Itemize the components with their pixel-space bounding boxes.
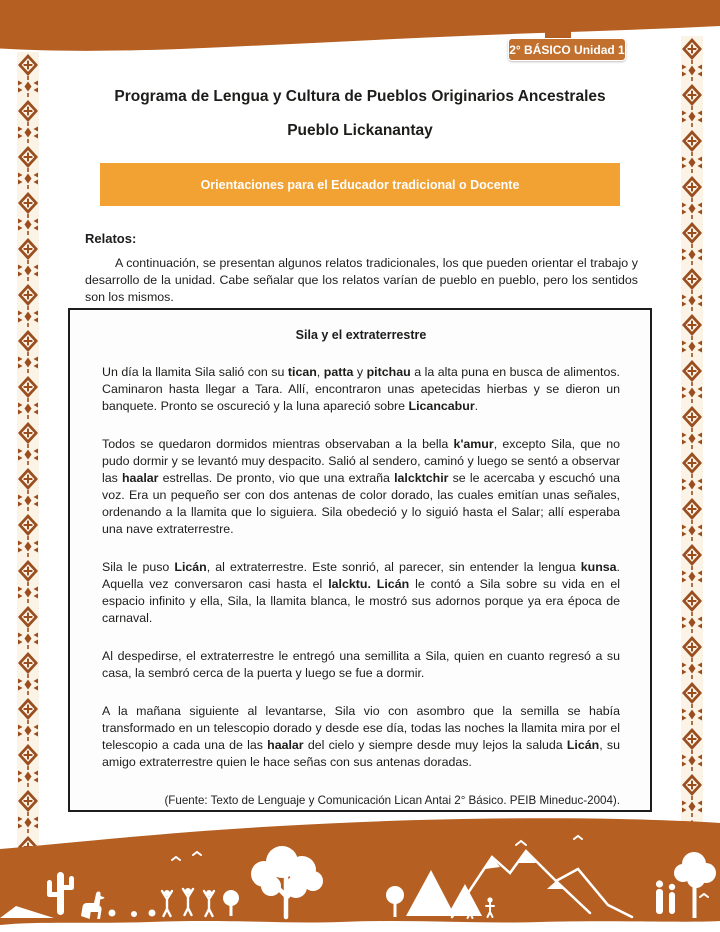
intro-paragraph: A continuación, se presentan algunos relatos tradicionales, los que pueden orientar el trabajo y desarrollo de la unidad. Cabe señalar que los relatos varían de pueblo en pueblo, pero los sentidos son los mismos. [85, 256, 638, 304]
textile-border-right [681, 36, 703, 822]
story-paragraph: Al despedirse, el extraterrestre le entregó una semillita a Sila, quien en cuanto regresó a su casa, la sembró cerca de la puerta y luego se fue a dormir. [102, 649, 620, 680]
orientation-banner [100, 163, 620, 206]
unit-badge-label: 2° BÁSICO Unidad 1 [509, 42, 625, 57]
story-paragraph: A la mañana siguiente al levantarse, Sila vio con asombro que la semilla se había transformado en un telescopio dorado y desde ese día, todas las noches la llamita mira por el telescopio a cada una de las haalar del cielo y siempre desde muy lejos la saluda Licán, su amigo extraterrestre quien le hace señas con sus antenas doradas. [102, 704, 620, 769]
story-box [68, 308, 652, 812]
orientation-banner-label: Orientaciones para el Educador tradicional o Docente [200, 177, 520, 192]
story-paragraph: Todos se quedaron dormidos mientras observaban a la bella k'amur, excepto Sila, que no pudo dormir y se levantó muy despacito. Salió al sendero, caminó y luego se sentó a observar las haalar estrellas. De pronto, vio que una extraña lalcktchir se le acercaba y escuchó una voz. Era un pequeño ser con dos antenas de color dorado, las cuales emitían unas señales, ordenando a la llamita que lo siguiera. Sila obedeció y lo siguió hasta el Salar; allí esperaba una nave extraterrestre. [102, 437, 621, 536]
relatos-heading: Relatos: [85, 231, 137, 246]
story-paragraph: Un día la llamita Sila salió con su tican, patta y pitchau a la alta puna en busca de alimentos. Caminaron hasta llegar a Tara. Allí, encontraron unas apetecidas hierbas y se dieron un banquete. Pronto se oscureció y la luna apareció sobre Licancabur. [102, 365, 620, 413]
page-title: Programa de Lengua y Cultura de Pueblos Originarios Ancestrales [114, 88, 606, 105]
textile-border-left [17, 52, 39, 848]
story-paragraph: Sila le puso Licán, al extraterrestre. Este sonrió, al parecer, sin entender la lengua kunsa. Aquella vez conversaron casi hasta el lalcktu. Licán le contó a Sila sobre su vida en el espacio infinito y ella, Sila, la llamita blanca, le mostró sus adornos porque ya era época de carnaval. [102, 560, 620, 625]
story-title: Sila y el extraterrestre [295, 328, 427, 342]
unit-badge [508, 38, 626, 61]
bottom-landscape [0, 812, 720, 932]
story-source: (Fuente: Texto de Lenguaje y Comunicación Lican Antai 2° Básico. PEIB Mineduc-2004). [164, 794, 620, 807]
page-subtitle: Pueblo Lickanantay [287, 122, 433, 139]
